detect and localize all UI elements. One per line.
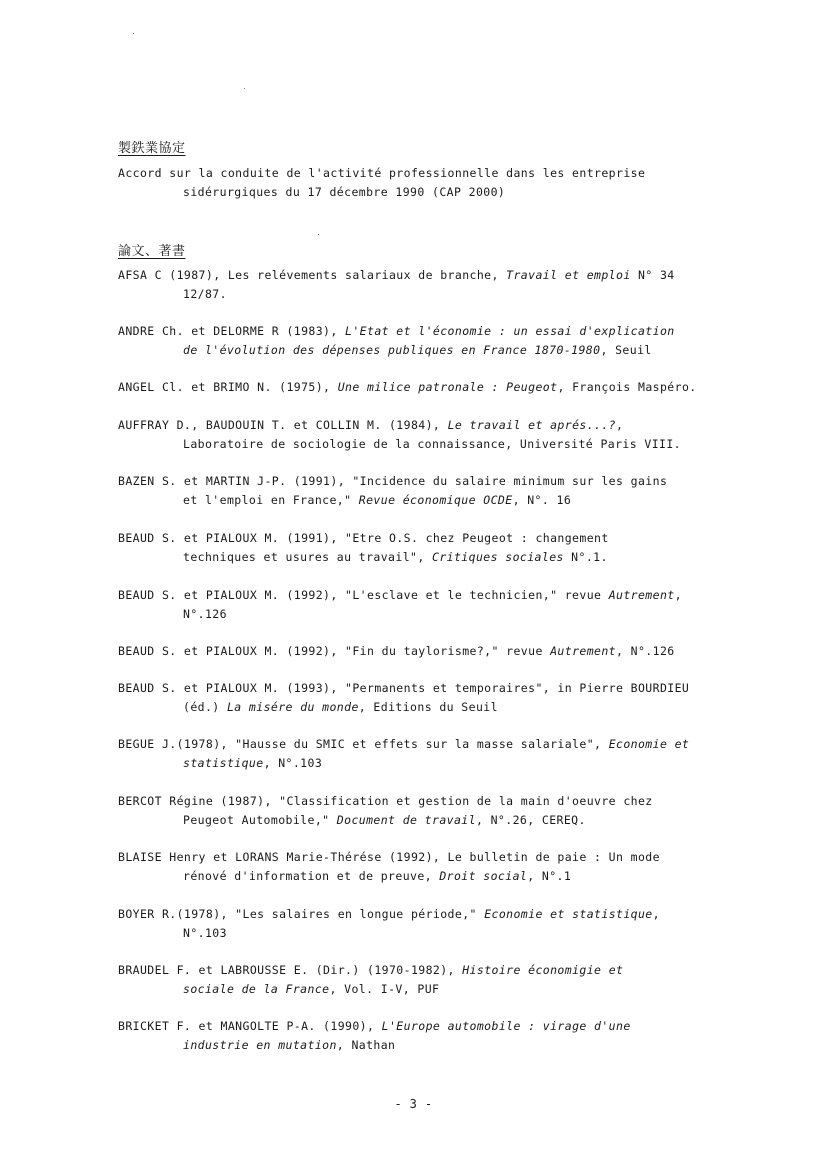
- entry-line: [118, 1036, 808, 1055]
- entry-line: [118, 1017, 808, 1036]
- bibliography-entry-bricket: [118, 1017, 808, 1055]
- entry-line: [118, 548, 808, 567]
- bibliography-entry-beaud-1992a: [118, 586, 808, 624]
- entry-line: [118, 416, 808, 435]
- entry-text: ,: [652, 907, 660, 921]
- section-heading-papers-books: 論文、著書: [118, 244, 186, 259]
- entry-title: L'Etat et l'économie : un essai d'explication: [345, 324, 675, 338]
- bibliography-entry-beaud-1991: [118, 529, 808, 567]
- bibliography-entry-blaise: [118, 848, 808, 886]
- entry-line: [118, 586, 808, 605]
- entry-title: Critiques sociales: [432, 550, 564, 564]
- entry-text: N° 34: [630, 268, 675, 282]
- entry-title: statistique: [183, 756, 264, 770]
- entry-title: La misére du monde: [226, 700, 359, 714]
- entry-line: N°.103: [183, 926, 227, 940]
- entry-line: Accord sur la conduite de l'activité professionnelle dans les entreprise: [118, 166, 646, 180]
- bibliography-entry-bercot: [118, 792, 808, 830]
- entry-title: Revue économique OCDE: [358, 493, 513, 507]
- entry-line: [118, 735, 808, 754]
- speck-1: [133, 33, 134, 34]
- entry-line: [118, 754, 808, 773]
- entry-line: [118, 867, 808, 886]
- entry-line: [118, 642, 808, 661]
- entry-text: AFSA C (1987), Les relévements salariaux de branche,: [118, 268, 507, 282]
- entry-line: sidérurgiques du 17 décembre 1990 (CAP 2000): [183, 185, 506, 199]
- entry-text: N°.1.: [563, 550, 608, 564]
- entry-line: 12/87.: [183, 287, 227, 301]
- bibliography-entry-beaud-1992b: [118, 642, 808, 661]
- entry-line: [118, 980, 808, 999]
- entry-line: N°.126: [183, 607, 227, 621]
- entry-text: techniques et usures au travail",: [183, 550, 433, 564]
- entry-title: Le travail et aprés...?: [447, 418, 617, 432]
- bibliography-entry-auffray: [118, 416, 808, 454]
- entry-line: [118, 961, 808, 980]
- entry-text: et l'emploi en France,": [183, 493, 359, 507]
- entry-line: BLAISE Henry et LORANS Marie-Thérése (1992), Le bulletin de paie : Un mode: [118, 850, 660, 864]
- entry-title: Une milice patronale : Peugeot: [337, 380, 558, 394]
- speck-2: [244, 88, 245, 89]
- entry-text: Peugeot Automobile,": [183, 813, 337, 827]
- entry-text: , François Maspéro.: [557, 380, 697, 394]
- entry-text: (éd.): [183, 700, 227, 714]
- entry-line: [118, 698, 808, 717]
- entry-text: , N°.1: [527, 869, 572, 883]
- entry-line: [118, 811, 808, 830]
- entry-text: BOYER R.(1978), "Les salaires en longue période,": [118, 907, 485, 921]
- entry-title: Autrement: [608, 588, 675, 602]
- entry-line: BERCOT Régine (1987), "Classification et gestion de la main d'oeuvre chez: [118, 794, 653, 808]
- entry-text: , N°.103: [263, 756, 323, 770]
- section-heading-steel-agreement: 製鉄業協定: [118, 141, 186, 156]
- entry-line: [118, 341, 808, 360]
- entry-title: Economie et: [608, 737, 690, 751]
- entry-line: [118, 322, 808, 341]
- entry-text: , Nathan: [336, 1038, 396, 1052]
- entry-text: BEGUE J.(1978), "Hausse du SMIC et effets sur la masse salariale",: [118, 737, 609, 751]
- entry-line: [118, 905, 808, 924]
- entry-title: Travail et emploi: [506, 268, 631, 282]
- entry-text: , N°.126: [616, 644, 675, 658]
- entry-title: Document de travail: [336, 813, 476, 827]
- entry-text: ,: [674, 588, 682, 602]
- entry-line: [118, 491, 808, 510]
- bibliography-entry-afsa: [118, 266, 808, 304]
- entry-text: , N°.26, CEREQ.: [475, 813, 586, 827]
- entry-line: [118, 266, 808, 285]
- entry-text: , N°. 16: [512, 493, 572, 507]
- bibliography-entry-bazen: [118, 472, 808, 510]
- entry-text: , Seuil: [600, 343, 652, 357]
- entry-text: BEAUD S. et PIALOUX M. (1992), "Fin du taylorisme?," revue: [118, 644, 551, 658]
- entry-line: [118, 378, 808, 397]
- entry-title: Droit social: [439, 869, 528, 883]
- entry-title: Economie et statistique: [484, 907, 653, 921]
- bibliography-entry-andre: [118, 322, 808, 360]
- bibliography-entry-boyer: [118, 905, 808, 943]
- entry-text: ANGEL Cl. et BRIMO N. (1975),: [118, 380, 338, 394]
- entry-text: , Editions du Seuil: [358, 700, 498, 714]
- entry-title: de l'évolution des dépenses publiques en France 1870-1980: [183, 343, 601, 357]
- entry-title: industrie en mutation: [183, 1038, 337, 1052]
- entry-text: AUFFRAY D., BAUDOUIN T. et COLLIN M. (1984),: [118, 418, 448, 432]
- entry-title: Histoire économigie et: [462, 963, 624, 977]
- bibliography-entry-beaud-1993: [118, 679, 808, 717]
- entry-text: BRICKET F. et MANGOLTE P-A. (1990),: [118, 1019, 382, 1033]
- bibliography-entry-braudel: [118, 961, 808, 999]
- entry-title: Autrement: [550, 644, 617, 658]
- entry-text: , Vol. I-V, PUF: [329, 982, 440, 996]
- entry-line: Laboratoire de sociologie de la connaissance, Université Paris VIII.: [183, 437, 682, 451]
- entry-text: BEAUD S. et PIALOUX M. (1992), "L'esclave et le technicien," revue: [118, 588, 609, 602]
- entry-text: ,: [616, 418, 624, 432]
- entry-text: rénové d'information et de preuve,: [183, 869, 440, 883]
- entry-title: L'Europe automobile : virage d'une: [381, 1019, 631, 1033]
- entry-line: BEAUD S. et PIALOUX M. (1991), "Etre O.S. chez Peugeot : changement: [118, 531, 609, 545]
- entry-text: BRAUDEL F. et LABROUSSE E. (Dir.) (1970-1982),: [118, 963, 463, 977]
- entry-text: ANDRE Ch. et DELORME R (1983),: [118, 324, 346, 338]
- page-number: - 3 -: [394, 1097, 433, 1111]
- entry-line: BEAUD S. et PIALOUX M. (1993), "Permanents et temporaires", in Pierre BOURDIEU: [118, 681, 690, 695]
- bibliography-entry-begue: [118, 735, 808, 773]
- entry-title: sociale de la France: [183, 982, 330, 996]
- bibliography-entry-angel: [118, 378, 808, 397]
- speck-3: [318, 234, 319, 235]
- reference-entry-cap2000: [118, 164, 808, 202]
- entry-line: BAZEN S. et MARTIN J-P. (1991), "Incidence du salaire minimum sur les gains: [118, 474, 668, 488]
